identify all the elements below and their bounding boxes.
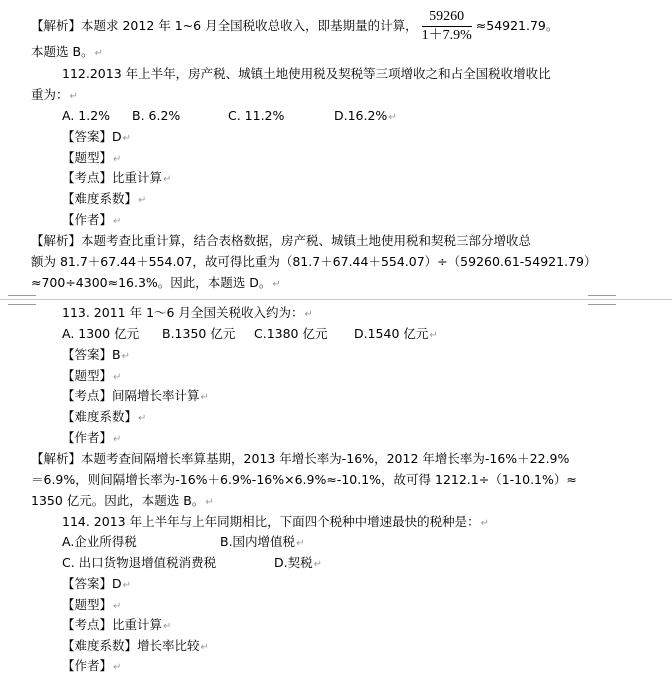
- q111-conclusion: 本题选 B。: [31, 44, 94, 59]
- q112-author: [62, 210, 121, 232]
- paragraph-mark-icon: ↵: [480, 518, 489, 529]
- fraction-denominator: 1＋7.9%: [421, 28, 472, 43]
- q114-options-row2: [62, 553, 322, 575]
- q112-answer-text: 【答案】D: [62, 129, 122, 144]
- q112-option-a: A. 1.2%: [62, 108, 111, 123]
- q113-analysis-conclusion: 1350 亿元。因此，本题选 B。: [31, 493, 205, 508]
- paragraph-mark-icon: ↵: [313, 559, 322, 570]
- q113-option-b: B.1350 亿元: [162, 326, 236, 341]
- q114-option-d: D.契税: [274, 555, 313, 570]
- q111-analysis-line2: [31, 42, 103, 64]
- q112-point: [62, 168, 171, 190]
- q113-option-a: A. 1300 亿元: [62, 326, 140, 341]
- q113-author: [62, 428, 121, 450]
- q114-type: [62, 595, 121, 617]
- fraction-numerator: 59260: [422, 8, 472, 27]
- q114-point-text: 【考点】比重计算: [62, 617, 163, 632]
- q112-options: [62, 106, 397, 128]
- q114-options-row1: [62, 532, 304, 554]
- q112-option-b: B. 6.2%: [132, 108, 181, 123]
- q114-answer-text: 【答案】D: [62, 576, 122, 591]
- q112-answer: [62, 127, 131, 149]
- paragraph-mark-icon: ↵: [163, 174, 172, 185]
- q111-analysis-line1: [31, 8, 558, 45]
- q113-stem: [62, 303, 313, 325]
- q112-analysis-conclusion: ≈700÷4300≈16.3%。因此，本题选 D。: [31, 275, 272, 290]
- q112-option-c: C. 11.2%: [228, 108, 285, 123]
- paragraph-mark-icon: ↵: [163, 621, 172, 632]
- q114-type-text: 【题型】: [62, 597, 113, 612]
- paragraph-mark-icon: ↵: [113, 216, 122, 227]
- q112-type-text: 【题型】: [62, 150, 113, 165]
- q113-analysis-line3: [31, 491, 214, 513]
- q111-fraction: [422, 8, 472, 45]
- q113-point: [62, 386, 209, 408]
- q113-option-d: D.1540 亿元: [354, 326, 429, 341]
- q113-stem-text: 113. 2011 年 1～6 月全国关税收入约为：: [62, 305, 304, 320]
- paragraph-mark-icon: ↵: [113, 662, 122, 673]
- q113-type-text: 【题型】: [62, 368, 113, 383]
- q112-stem-text: 112.2013 年上半年，房产税、城镇土地使用税及契税等三项增收之和占全国税收增收比: [62, 66, 551, 81]
- paragraph-mark-icon: ↵: [113, 154, 122, 165]
- q114-option-a: A.企业所得税: [62, 534, 137, 549]
- q113-options: [62, 324, 438, 346]
- paragraph-mark-icon: ↵: [304, 309, 313, 320]
- q112-analysis-line1: [31, 231, 531, 251]
- q112-author-text: 【作者】: [62, 212, 113, 227]
- paragraph-mark-icon: ↵: [200, 642, 209, 653]
- q114-difficulty-text: 【难度系数】增长率比较: [62, 638, 200, 653]
- paragraph-mark-icon: ↵: [138, 195, 147, 206]
- paragraph-mark-icon: ↵: [200, 392, 209, 403]
- q114-author: [62, 656, 121, 678]
- paragraph-mark-icon: ↵: [113, 434, 122, 445]
- q111-analysis-text: 【解析】本题求 2012 年 1~6 月全国税收总收入，即基期量的计算，: [31, 18, 418, 33]
- q114-stem-text: 114. 2013 年上半年与上年同期相比，下面四个税种中增速最快的税种是：: [62, 514, 480, 529]
- q111-analysis-result: ≈54921.79。: [475, 18, 559, 33]
- page-corner-right-icon: [588, 295, 616, 305]
- q113-analysis-line1: [31, 449, 569, 469]
- q113-option-c: C.1380 亿元: [254, 326, 328, 341]
- q113-difficulty: [62, 407, 146, 429]
- q114-difficulty: [62, 636, 209, 658]
- page-corner-left-icon: [8, 295, 36, 305]
- paragraph-mark-icon: ↵: [429, 330, 438, 341]
- q113-author-text: 【作者】: [62, 430, 113, 445]
- q113-answer: [62, 345, 130, 367]
- paragraph-mark-icon: ↵: [122, 580, 132, 591]
- q112-analysis-line3: [31, 273, 281, 295]
- paragraph-mark-icon: ↵: [388, 112, 397, 123]
- q114-point: [62, 615, 171, 637]
- q112-analysis-text-cont: 额为 81.7＋67.44＋554.07，故可得比重为（81.7＋67.44＋554.07）÷（59260.61-54921.79）: [31, 254, 597, 269]
- q113-answer-text: 【答案】B: [62, 347, 121, 362]
- q112-option-d: D.16.2%: [334, 108, 388, 123]
- q113-point-text: 【考点】间隔增长率计算: [62, 388, 200, 403]
- q114-author-text: 【作者】: [62, 658, 113, 673]
- q112-stem-text-cont: 重为：: [31, 87, 69, 102]
- q112-analysis-text: 【解析】本题考查比重计算，结合表格数据，房产税、城镇土地使用税和契税三部分增收总: [31, 233, 532, 248]
- q114-option-b: B.国内增值税: [220, 534, 296, 549]
- paragraph-mark-icon: ↵: [69, 91, 78, 102]
- q112-difficulty: [62, 189, 146, 211]
- q112-analysis-line2: [31, 252, 596, 272]
- paragraph-mark-icon: ↵: [205, 497, 214, 508]
- paragraph-mark-icon: ↵: [272, 279, 281, 290]
- q113-type: [62, 366, 121, 388]
- q112-point-text: 【考点】比重计算: [62, 170, 163, 185]
- q112-stem-line1: [62, 64, 551, 84]
- q114-option-c: C. 出口货物退增值税消费税: [62, 555, 217, 570]
- paragraph-mark-icon: ↵: [296, 538, 305, 549]
- paragraph-mark-icon: ↵: [138, 413, 147, 424]
- paragraph-mark-icon: ↵: [113, 601, 122, 612]
- paragraph-mark-icon: ↵: [121, 351, 130, 362]
- q113-analysis-line2: [31, 470, 577, 490]
- q112-stem-line2: [31, 85, 78, 107]
- paragraph-mark-icon: ↵: [122, 133, 132, 144]
- paragraph-mark-icon: ↵: [113, 372, 122, 383]
- q114-answer: [62, 574, 131, 596]
- q112-type: [62, 148, 121, 170]
- q113-analysis-text: 【解析】本题考查间隔增长率算基期，2013 年增长率为-16%，2012 年增长率为-16%＋22.9%: [31, 451, 570, 466]
- q114-stem: [62, 512, 489, 534]
- q113-analysis-text-cont: ＝6.9%，则间隔增长率为-16%＋6.9%-16%×6.9%≈-10.1%，故可得 1212.1÷（1-10.1%）≈: [31, 472, 577, 487]
- page-break-line: [0, 299, 672, 300]
- q112-difficulty-text: 【难度系数】: [62, 191, 138, 206]
- paragraph-mark-icon: ↵: [94, 48, 103, 59]
- q113-difficulty-text: 【难度系数】: [62, 409, 138, 424]
